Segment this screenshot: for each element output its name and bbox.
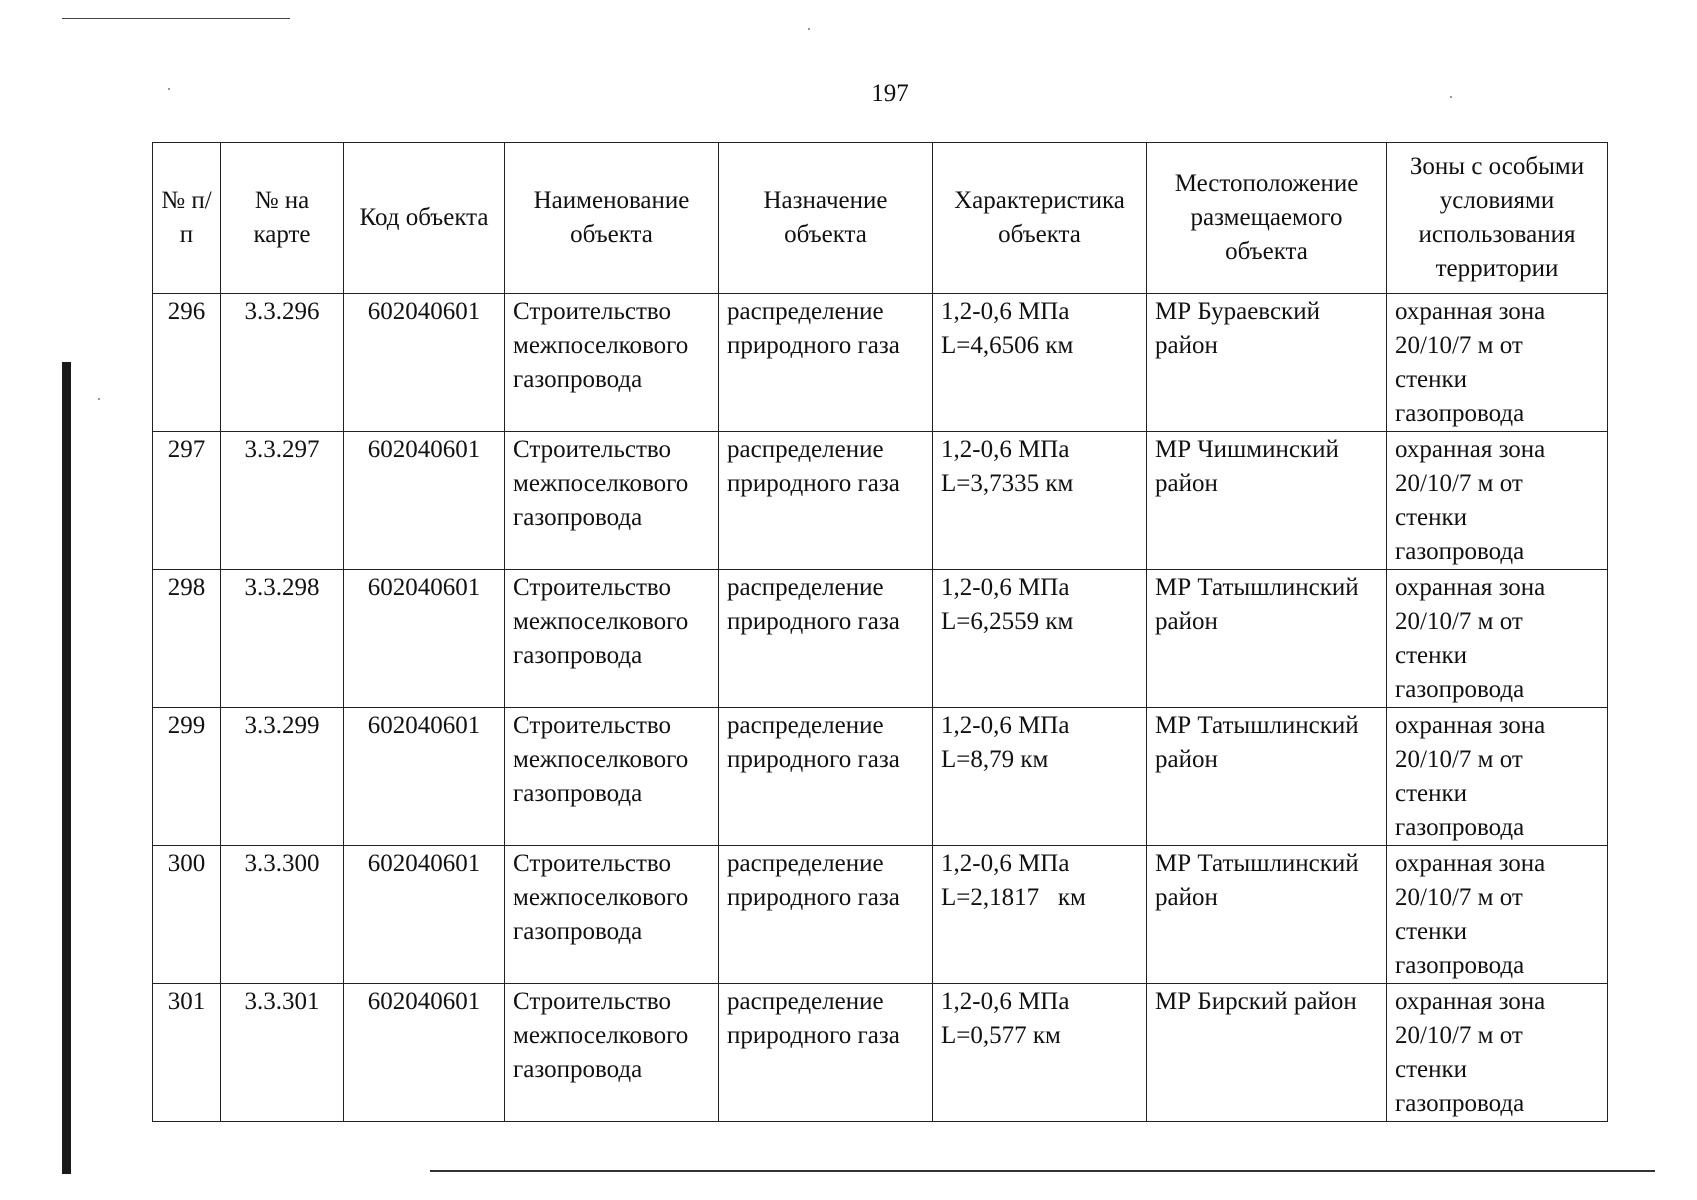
cell-length: L=8,79 км: [941, 746, 1049, 773]
cell-pressure: 1,2-0,6 МПа: [941, 850, 1070, 877]
cell-object-name: Строительство межпоселкового газопровода: [505, 432, 719, 570]
cell-object-purpose: распределение природного газа: [719, 708, 933, 846]
cell-object-location: МР Чишминский район: [1147, 432, 1387, 570]
cell-pressure: 1,2-0,6 МПа: [941, 436, 1070, 463]
scan-speck: [168, 88, 170, 90]
table-row: [153, 984, 1608, 1122]
cell-object-purpose: распределение природного газа: [719, 984, 933, 1122]
cell-object-code: 602040601: [344, 570, 505, 708]
header-map-number: № на карте: [221, 143, 344, 294]
cell-object-characteristics: [933, 570, 1147, 708]
cell-number: 298: [153, 570, 221, 708]
cell-map-number: 3.3.297: [221, 432, 344, 570]
cell-map-number: 3.3.301: [221, 984, 344, 1122]
cell-map-number: 3.3.296: [221, 294, 344, 432]
table-row: [153, 294, 1608, 432]
scan-speck: [808, 28, 810, 30]
cell-special-zone: охранная зона 20/10/7 м от стенки газопровода: [1387, 294, 1608, 432]
cell-object-characteristics: [933, 846, 1147, 984]
cell-map-number: 3.3.300: [221, 846, 344, 984]
cell-special-zone: охранная зона 20/10/7 м от стенки газопровода: [1387, 846, 1608, 984]
cell-pressure: 1,2-0,6 МПа: [941, 574, 1070, 601]
cell-object-name: Строительство межпоселкового газопровода: [505, 570, 719, 708]
cell-object-code: 602040601: [344, 984, 505, 1122]
cell-number: 297: [153, 432, 221, 570]
cell-object-code: 602040601: [344, 432, 505, 570]
cell-object-location: МР Татышлинский район: [1147, 846, 1387, 984]
cell-object-name: Строительство межпоселкового газопровода: [505, 708, 719, 846]
cell-object-location: МР Татышлинский район: [1147, 570, 1387, 708]
cell-pressure: 1,2-0,6 МПа: [941, 712, 1070, 739]
cell-pressure: 1,2-0,6 МПа: [941, 298, 1070, 325]
cell-object-name: Строительство межпоселкового газопровода: [505, 846, 719, 984]
cell-number: 296: [153, 294, 221, 432]
cell-number: 301: [153, 984, 221, 1122]
cell-object-characteristics: [933, 708, 1147, 846]
cell-object-code: 602040601: [344, 708, 505, 846]
cell-object-purpose: распределение природного газа: [719, 432, 933, 570]
cell-object-location: МР Бураевский район: [1147, 294, 1387, 432]
cell-object-location: МР Бирский район: [1147, 984, 1387, 1122]
cell-object-name: Строительство межпоселкового газопровода: [505, 984, 719, 1122]
cell-object-characteristics: [933, 294, 1147, 432]
cell-length: L=4,6506 км: [941, 332, 1074, 359]
cell-map-number: 3.3.299: [221, 708, 344, 846]
cell-number: 300: [153, 846, 221, 984]
cell-number: 299: [153, 708, 221, 846]
cell-length: L=3,7335 км: [941, 470, 1074, 497]
header-object-name: Наименование объекта: [505, 143, 719, 294]
table-row: [153, 570, 1608, 708]
cell-object-purpose: распределение природного газа: [719, 294, 933, 432]
table-row: [153, 846, 1608, 984]
header-object-code: Код объекта: [344, 143, 505, 294]
cell-pressure: 1,2-0,6 МПа: [941, 988, 1070, 1015]
bottom-rule: [430, 1170, 1655, 1172]
scan-speck: [1450, 96, 1452, 98]
cell-special-zone: охранная зона 20/10/7 м от стенки газопровода: [1387, 432, 1608, 570]
page-number: 197: [871, 80, 909, 107]
cell-special-zone: охранная зона 20/10/7 м от стенки газопровода: [1387, 984, 1608, 1122]
cell-map-number: 3.3.298: [221, 570, 344, 708]
header-object-location: Местоположение размещаемого объекта: [1147, 143, 1387, 294]
cell-length: L=0,577 км: [941, 1022, 1061, 1049]
cell-object-code: 602040601: [344, 294, 505, 432]
cell-object-location: МР Татышлинский район: [1147, 708, 1387, 846]
objects-table: [152, 142, 1608, 1122]
scan-margin-bar: [62, 362, 71, 1174]
header-special-zones: Зоны с особыми условиями использования территории: [1387, 143, 1608, 294]
cell-object-name: Строительство межпоселкового газопровода: [505, 294, 719, 432]
header-object-characteristics: Характеристика объекта: [933, 143, 1147, 294]
table-row: [153, 708, 1608, 846]
cell-object-characteristics: [933, 984, 1147, 1122]
cell-object-code: 602040601: [344, 846, 505, 984]
cell-object-characteristics: [933, 432, 1147, 570]
header-number: № п/п: [153, 143, 221, 294]
table-header-row: [153, 143, 1608, 294]
scan-speck: [98, 398, 100, 400]
top-rule: [62, 18, 290, 19]
cell-length: L=2,1817 км: [941, 884, 1086, 911]
cell-special-zone: охранная зона 20/10/7 м от стенки газопровода: [1387, 570, 1608, 708]
cell-length: L=6,2559 км: [941, 608, 1074, 635]
cell-object-purpose: распределение природного газа: [719, 570, 933, 708]
table-row: [153, 432, 1608, 570]
cell-object-purpose: распределение природного газа: [719, 846, 933, 984]
header-object-purpose: Назначение объекта: [719, 143, 933, 294]
cell-special-zone: охранная зона 20/10/7 м от стенки газопровода: [1387, 708, 1608, 846]
